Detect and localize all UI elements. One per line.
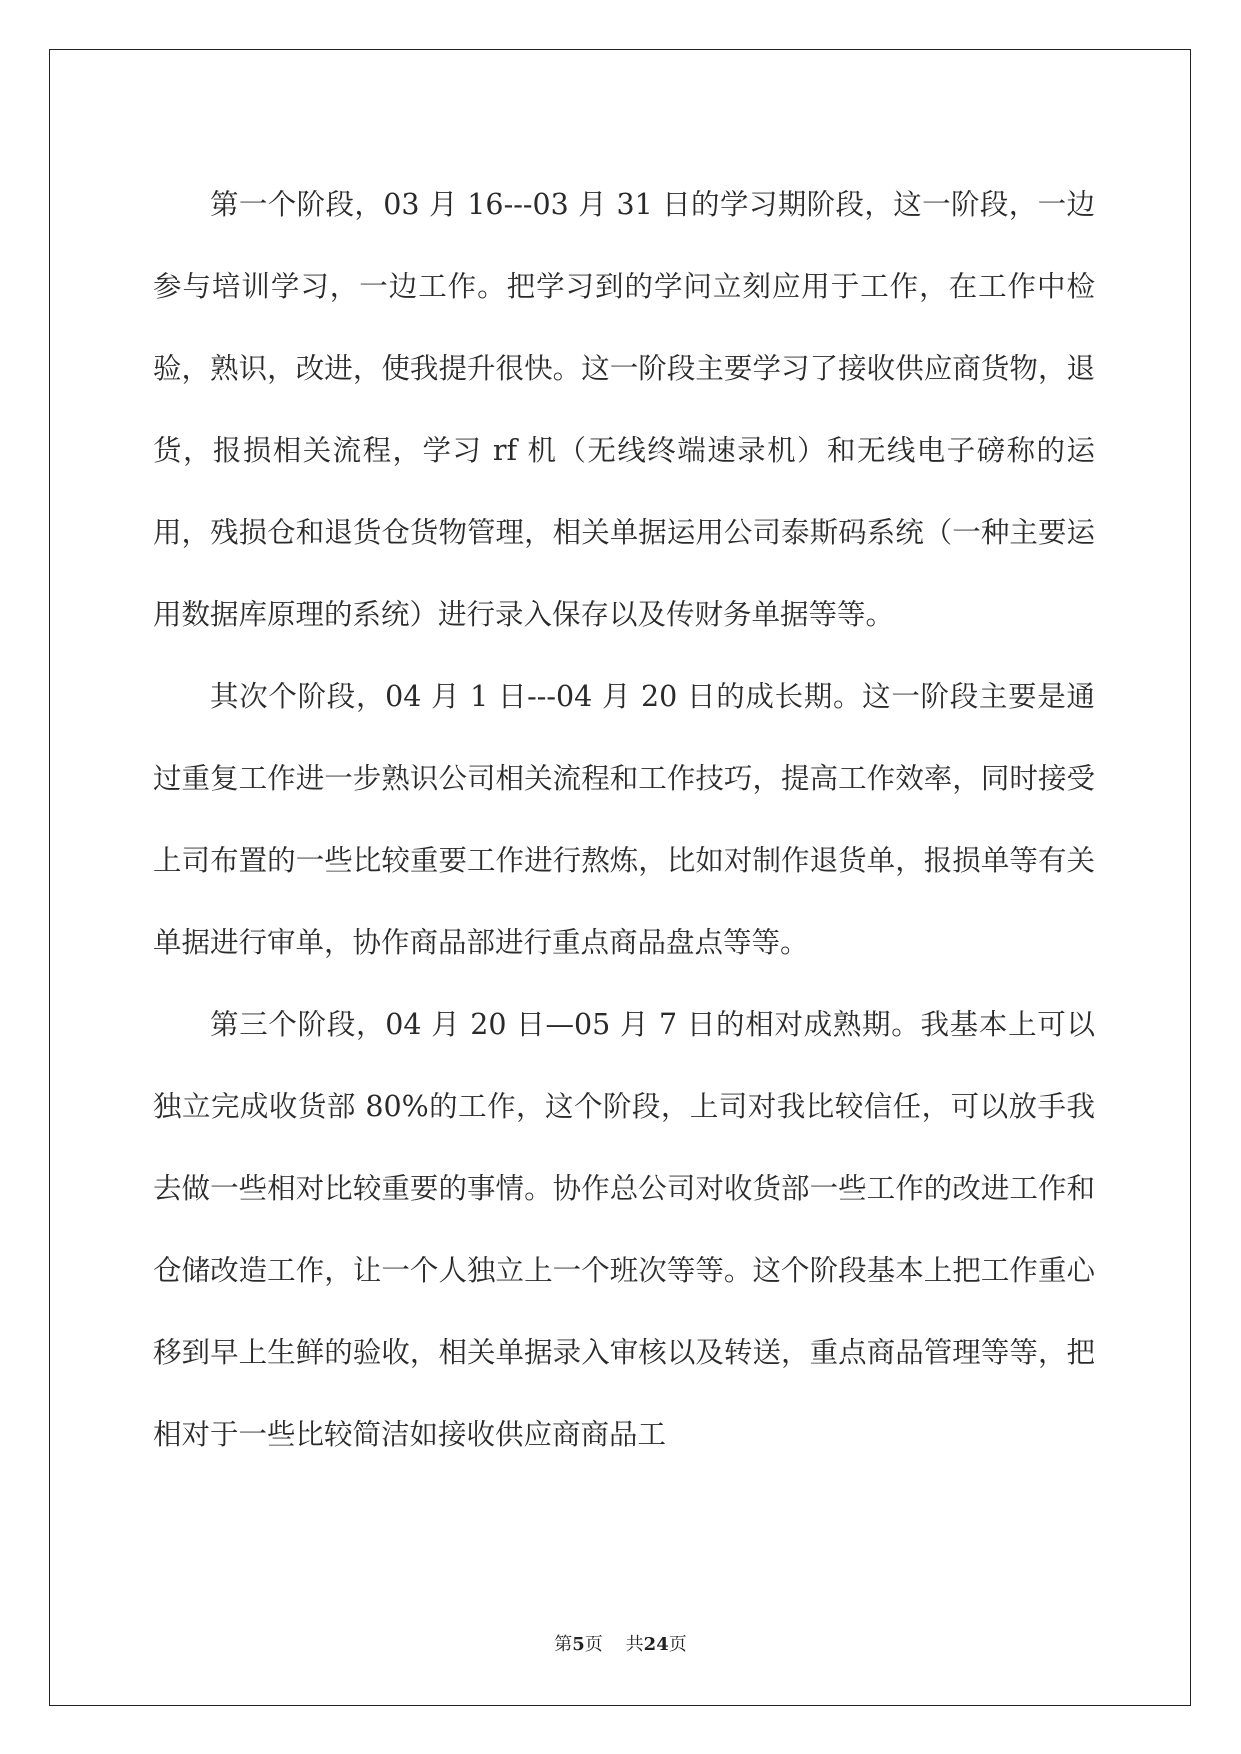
footer-page-prefix: 第 <box>554 1634 573 1655</box>
paragraph-stage-three: 第三个阶段，04 月 20 日—05 月 7 日的相对成熟期。我基本上可以独立完成收货部 80%的工作，这个阶段，上司对我比较信任，可以放手我去做一些相对比较重要的事情。协作总公司对收货部一些工作的改进工作和仓储改造工作，让一个人独立上一个班次等等。这个阶段基本上把工作重心移到早上生鲜的验收，相关单据录入审核以及转送，重点商品管理等等，把相对于一些比较简洁如接收供应商商品工 <box>153 1008 1095 1451</box>
footer-page-number: 5 <box>572 1634 585 1655</box>
footer-total-suffix: 页 <box>668 1634 687 1655</box>
page-footer <box>0 1630 1241 1656</box>
footer-total-pages: 24 <box>643 1634 669 1655</box>
paragraph-stage-one: 第一个阶段，03 月 16---03 月 31 日的学习期阶段，这一阶段，一边参与培训学习，一边工作。把学习到的学问立刻应用于工作，在工作中检验，熟识，改进，使我提升很快。这一阶段主要学习了接收供应商货物，退货，报损相关流程，学习 rf 机（无线终端速录机）和无线电子磅称的运用，残损仓和退货仓货物管理，相关单据运用公司泰斯码系统（一种主要运用数据库原理的系统）进行录入保存以及传财务单据等等。 <box>153 188 1095 631</box>
footer-page-suffix: 页 <box>584 1634 603 1655</box>
paragraph-stage-two: 其次个阶段，04 月 1 日---04 月 20 日的成长期。这一阶段主要是通过重复工作进一步熟识公司相关流程和工作技巧，提高工作效率，同时接受上司布置的一些比较重要工作进行熬炼，比如对制作退货单，报损单等有关单据进行审单，协作商品部进行重点商品盘点等等。 <box>153 680 1095 959</box>
document-body <box>153 164 1095 1476</box>
footer-total-prefix: 共 <box>625 1634 644 1655</box>
